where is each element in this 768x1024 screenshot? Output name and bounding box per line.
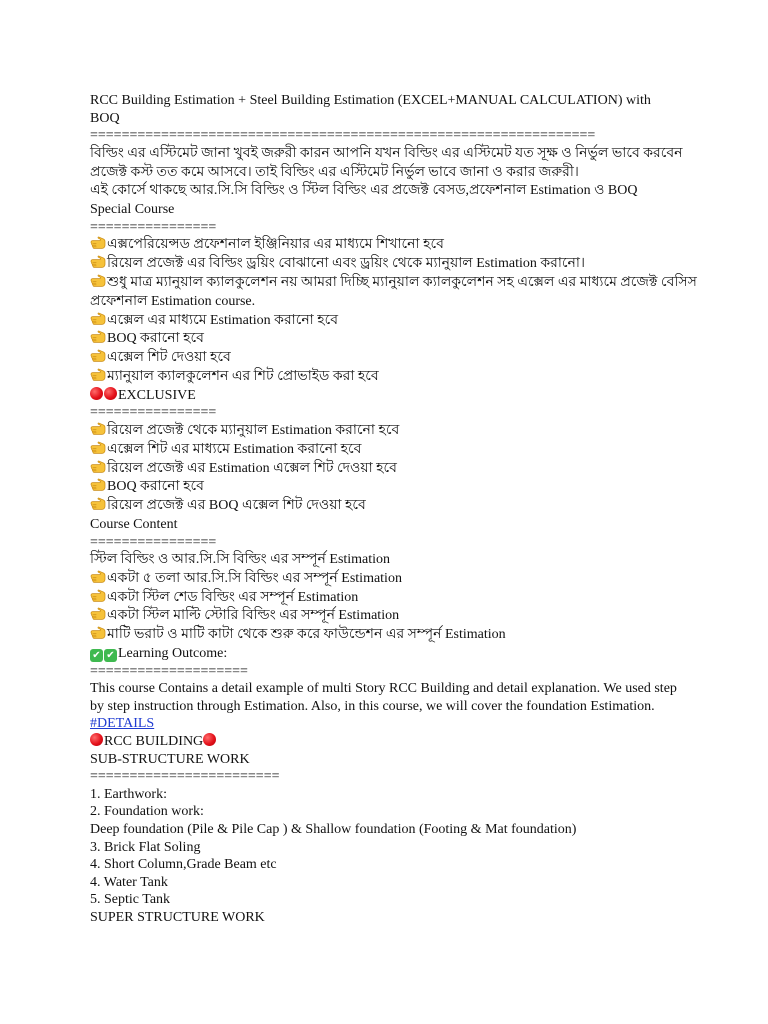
bullet-line <box>90 349 690 368</box>
text-line <box>90 293 690 312</box>
text-line <box>90 516 690 534</box>
backhand-index-pointing-right-icon <box>90 441 106 455</box>
text-line <box>90 856 690 874</box>
section-heading <box>90 387 690 405</box>
backhand-index-pointing-right-icon <box>90 312 106 326</box>
backhand-index-pointing-right-icon <box>90 570 106 584</box>
bullet-line <box>90 330 690 349</box>
text-line <box>90 803 690 821</box>
text-line <box>90 127 690 145</box>
line-text: EXCLUSIVE <box>118 387 196 403</box>
line-text: এক্সপেরিয়েন্সড প্রফেশনাল ইঞ্জিনিয়ার এর মাধ্যমে শিখানো হবে <box>107 237 444 253</box>
backhand-index-pointing-right-icon <box>90 478 106 492</box>
text-line <box>90 145 690 164</box>
red-circle-icon <box>90 733 103 746</box>
line-text: RCC BUILDING <box>104 734 204 750</box>
text-line <box>90 164 690 183</box>
line-text: 4. Short Column,Grade Beam etc <box>90 857 277 873</box>
line-text: 4. Water Tank <box>90 874 168 890</box>
bullet-line <box>90 368 690 387</box>
line-text: মাটি ভরাট ও মাটি কাটা থেকে শুরু করে ফাউন্ডেশন এর সম্পূর্ন Estimation <box>107 627 506 643</box>
line-text: প্রজেক্ট কস্ট তত কমে আসবে। তাই বিল্ডিং এর এস্টিমেট নির্ভুল ভাবে জানা ও করার জরুরী। <box>90 164 579 180</box>
line-text: শুধু মাত্র ম্যানুয়াল ক্যালকুলেশন নয় আমরা দিচ্ছি ম্যানুয়াল ক্যালকুলেশন সহ এক্সেল এর মাধ্যমে প্রজেক্ট বেসিস <box>107 274 697 290</box>
line-text: প্রফেশনাল Estimation course. <box>90 293 256 309</box>
line-text: বিল্ডিং এর এস্টিমেট জানা খুবই জরুরী কারন আপনি যখন বিল্ডিং এর এস্টিমেট যত সূক্ষ ও নির্ভুল ভাবে করবেন <box>90 145 683 161</box>
line-text: এক্সেল শিট এর মাধ্যমে Estimation করানো হবে <box>107 441 362 457</box>
line-text: ================ <box>90 405 217 421</box>
backhand-index-pointing-right-icon <box>90 589 106 603</box>
line-text: একটা স্টিল শেড বিল্ডিং এর সম্পূর্ন Estimation <box>107 589 359 605</box>
text-line <box>90 663 690 681</box>
line-text: SUPER STRUCTURE WORK <box>90 909 265 925</box>
text-line <box>90 551 690 570</box>
bullet-line <box>90 478 690 497</box>
line-text: ==================== <box>90 663 248 679</box>
backhand-index-pointing-right-icon <box>90 274 106 288</box>
bullet-line <box>90 441 690 460</box>
text-line <box>90 201 690 219</box>
line-text: একটা ৫ তলা আর.সি.সি বিল্ডিং এর সম্পূর্ন Estimation <box>107 570 402 586</box>
line-text: BOQ <box>90 110 120 126</box>
line-text: BOQ করানো হবে <box>107 479 204 495</box>
line-text: SUB-STRUCTURE WORK <box>90 751 250 767</box>
paragraph <box>90 680 690 715</box>
bullet-line <box>90 274 697 293</box>
text-line <box>90 404 690 422</box>
bullet-line <box>90 626 690 645</box>
bullet-line <box>90 497 690 516</box>
line-text: এক্সেল শিট দেওয়া হবে <box>107 350 231 366</box>
text-line <box>90 534 690 552</box>
text-line <box>90 768 690 786</box>
line-text: #DETAILS <box>90 716 155 732</box>
line-text: BOQ করানো হবে <box>107 331 204 347</box>
section-heading <box>90 645 690 663</box>
bullet-line <box>90 607 690 626</box>
line-text: Deep foundation (Pile & Pile Cap ) & Shallow foundation (Footing & Mat foundation) <box>90 822 577 838</box>
line-text: স্টিল বিল্ডিং ও আর.সি.সি বিল্ডিং এর সম্পূর্ন Estimation <box>90 552 391 568</box>
bullet-line <box>90 589 690 608</box>
line-text: ================ <box>90 534 217 550</box>
bullet-line <box>90 570 690 589</box>
line-text: RCC Building Estimation + Steel Building Estimation (EXCEL+MANUAL CALCULATION) with <box>90 93 651 108</box>
line-text: রিয়েল প্রজেক্ট এর BOQ এক্সেল শিট দেওয়া হবে <box>107 498 366 514</box>
text-line <box>90 92 690 110</box>
text-line <box>90 891 690 909</box>
line-text: ================ <box>90 219 217 235</box>
text-line <box>90 751 690 769</box>
bullet-line <box>90 236 690 255</box>
line-text: এই কোর্সে থাকছে আর.সি.সি বিল্ডিং ও স্টিল বিল্ডিং এর প্রজেক্ট বেসড,প্রফেশনাল Estimation ও BOQ <box>90 183 638 199</box>
text-line <box>90 874 690 892</box>
document-body <box>90 92 697 927</box>
backhand-index-pointing-right-icon <box>90 368 106 382</box>
backhand-index-pointing-right-icon <box>90 626 106 640</box>
text-line <box>90 182 690 201</box>
text-line <box>90 219 690 237</box>
backhand-index-pointing-right-icon <box>90 349 106 363</box>
red-circle-icon <box>90 387 103 400</box>
line-text: রিয়েল প্রজেক্ট এর Estimation এক্সেল শিট দেওয়া হবে <box>107 460 397 476</box>
bullet-line <box>90 255 690 274</box>
line-text: ================================================================ <box>90 128 596 144</box>
line-text: এক্সেল এর মাধ্যমে Estimation করানো হবে <box>107 312 339 328</box>
line-text: 5. Septic Tank <box>90 892 171 908</box>
section-heading <box>90 733 690 751</box>
red-circle-icon <box>203 733 216 746</box>
line-text: This course Contains a detail example of multi Story RCC Building and detail explanation. We used step by step instruction through Estimation. Also, in this course, we will cover the foundation Estimation. <box>90 681 677 714</box>
line-text: Learning Outcome: <box>118 646 228 662</box>
backhand-index-pointing-right-icon <box>90 497 106 511</box>
backhand-index-pointing-right-icon <box>90 460 106 474</box>
text-line <box>90 110 690 128</box>
line-text: 1. Earthwork: <box>90 786 167 802</box>
text-line <box>90 786 690 804</box>
line-text: একটা স্টিল মাল্টি স্টোরি বিল্ডিং এর সম্পূর্ন Estimation <box>107 608 400 624</box>
check-mark-button-icon: ✔ <box>90 649 103 662</box>
line-text: Special Course <box>90 202 175 218</box>
text-line <box>90 909 690 927</box>
backhand-index-pointing-right-icon <box>90 236 106 250</box>
line-text: রিয়েল প্রজেক্ট এর বিল্ডিং ড্রয়িং বোঝানো এবং ড্রয়িং থেকে ম্যানুয়াল Estimation করানো। <box>107 256 585 272</box>
line-text: রিয়েল প্রজেক্ট থেকে ম্যানুয়াল Estimation করানো হবে <box>107 422 400 438</box>
backhand-index-pointing-right-icon <box>90 607 106 621</box>
hashtag-link[interactable] <box>90 715 690 733</box>
bullet-line <box>90 312 690 331</box>
bullet-line <box>90 460 690 479</box>
text-line <box>90 821 690 839</box>
backhand-index-pointing-right-icon <box>90 422 106 436</box>
line-text: ম্যানুয়াল ক্যালকুলেশন এর শিট প্রোভাইড করা হবে <box>107 368 379 384</box>
text-line <box>90 839 690 857</box>
bullet-line <box>90 422 690 441</box>
red-circle-icon <box>104 387 117 400</box>
line-text: Course Content <box>90 516 178 532</box>
line-text: 3. Brick Flat Soling <box>90 839 201 855</box>
backhand-index-pointing-right-icon <box>90 255 106 269</box>
line-text: 2. Foundation work: <box>90 804 204 820</box>
check-mark-button-icon: ✔ <box>104 649 117 662</box>
backhand-index-pointing-right-icon <box>90 330 106 344</box>
line-text: ======================== <box>90 769 280 785</box>
